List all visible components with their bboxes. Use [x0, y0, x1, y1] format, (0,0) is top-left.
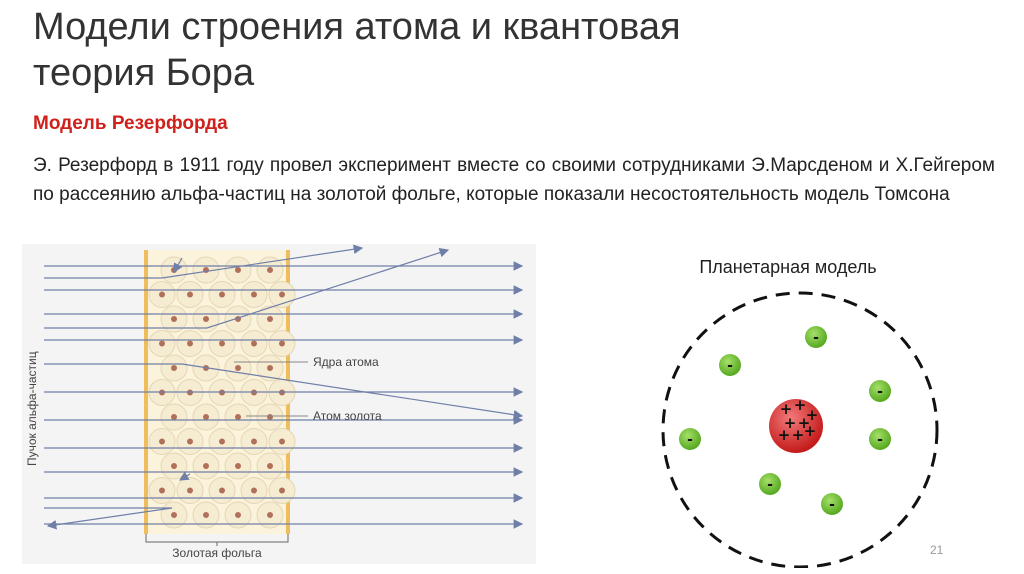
atom-nucleus — [235, 365, 241, 371]
atom-nucleus — [159, 341, 165, 347]
planetary-model-diagram — [650, 250, 950, 568]
atom-nucleus — [267, 267, 273, 273]
positive-charge: + — [803, 422, 817, 440]
description-paragraph: Э. Резерфорд в 1911 году провел эксперимент вместе со своими сотрудниками Э.Марсденом и Х.Гейгером по рассеянию альфа-частиц на золотой фольге, которые показали несостоятельность модель Томсона — [33, 155, 995, 205]
atom-nucleus — [267, 316, 273, 322]
atom-nucleus — [279, 439, 285, 445]
atom-nucleus — [203, 316, 209, 322]
atom-nucleus — [171, 316, 177, 322]
positive-charge: + — [793, 396, 807, 414]
atom-nucleus — [235, 414, 241, 420]
atom-nucleus — [171, 512, 177, 518]
positive-charge: + — [779, 400, 793, 418]
atom-nucleus — [251, 292, 257, 298]
atom-nucleus — [219, 439, 225, 445]
electron-sign: - — [687, 432, 693, 448]
atom-nucleus — [159, 292, 165, 298]
atom-nucleus — [279, 341, 285, 347]
atom-nucleus — [267, 463, 273, 469]
atom-nucleus — [267, 512, 273, 518]
atom-nucleus — [219, 488, 225, 494]
electron-sign: - — [877, 384, 883, 400]
planetary-model-label: Планетарная модель — [699, 257, 877, 277]
electron-sign: - — [877, 432, 883, 448]
atom-nucleus — [267, 365, 273, 371]
atom-nucleus — [187, 292, 193, 298]
atom-nucleus — [235, 512, 241, 518]
atom-nucleus — [219, 341, 225, 347]
nucleus-charges — [778, 396, 819, 444]
positive-charge: + — [805, 406, 819, 424]
atom-nucleus — [279, 488, 285, 494]
atom-nucleus — [267, 414, 273, 420]
atom-nucleus — [203, 463, 209, 469]
positive-charge: + — [777, 426, 791, 444]
atom-nucleus — [187, 488, 193, 494]
atom-nucleus — [235, 463, 241, 469]
atom-label: Атом золота — [313, 409, 382, 423]
electron-sign: - — [813, 330, 819, 346]
atom-nucleus — [251, 488, 257, 494]
atom-nucleus — [159, 488, 165, 494]
slide-title — [33, 4, 933, 96]
atom-nucleus — [171, 365, 177, 371]
beam-label: Пучок альфа-частиц — [25, 351, 39, 466]
slide-title-line-2: теория Бора — [33, 52, 255, 94]
atom-nucleus — [219, 292, 225, 298]
atom-nucleus — [235, 267, 241, 273]
atom-nucleus — [203, 414, 209, 420]
electron-sign: - — [727, 358, 733, 374]
positive-charge: + — [783, 414, 797, 432]
atom-nucleus — [171, 414, 177, 420]
atom-nucleus — [279, 292, 285, 298]
foil-label: Золотая фольга — [172, 546, 262, 560]
slide-number: 21 — [930, 543, 944, 557]
atom-nucleus — [251, 439, 257, 445]
electron-sign: - — [829, 497, 835, 513]
atom-nucleus — [187, 341, 193, 347]
positive-charge: + — [791, 426, 805, 444]
atom-nucleus — [251, 341, 257, 347]
electron-sign: - — [767, 477, 773, 493]
positive-charge: + — [797, 414, 811, 432]
section-subtitle: Модель Резерфорда — [33, 113, 228, 134]
nucleus-label: Ядра атома — [313, 355, 379, 369]
slide-title-line-1: Модели строения атома и квантовая — [33, 6, 681, 48]
atom-nucleus — [159, 439, 165, 445]
atom-nucleus — [171, 463, 177, 469]
atom-nucleus — [187, 439, 193, 445]
atom-nucleus — [203, 512, 209, 518]
rutherford-experiment-diagram — [22, 244, 536, 564]
